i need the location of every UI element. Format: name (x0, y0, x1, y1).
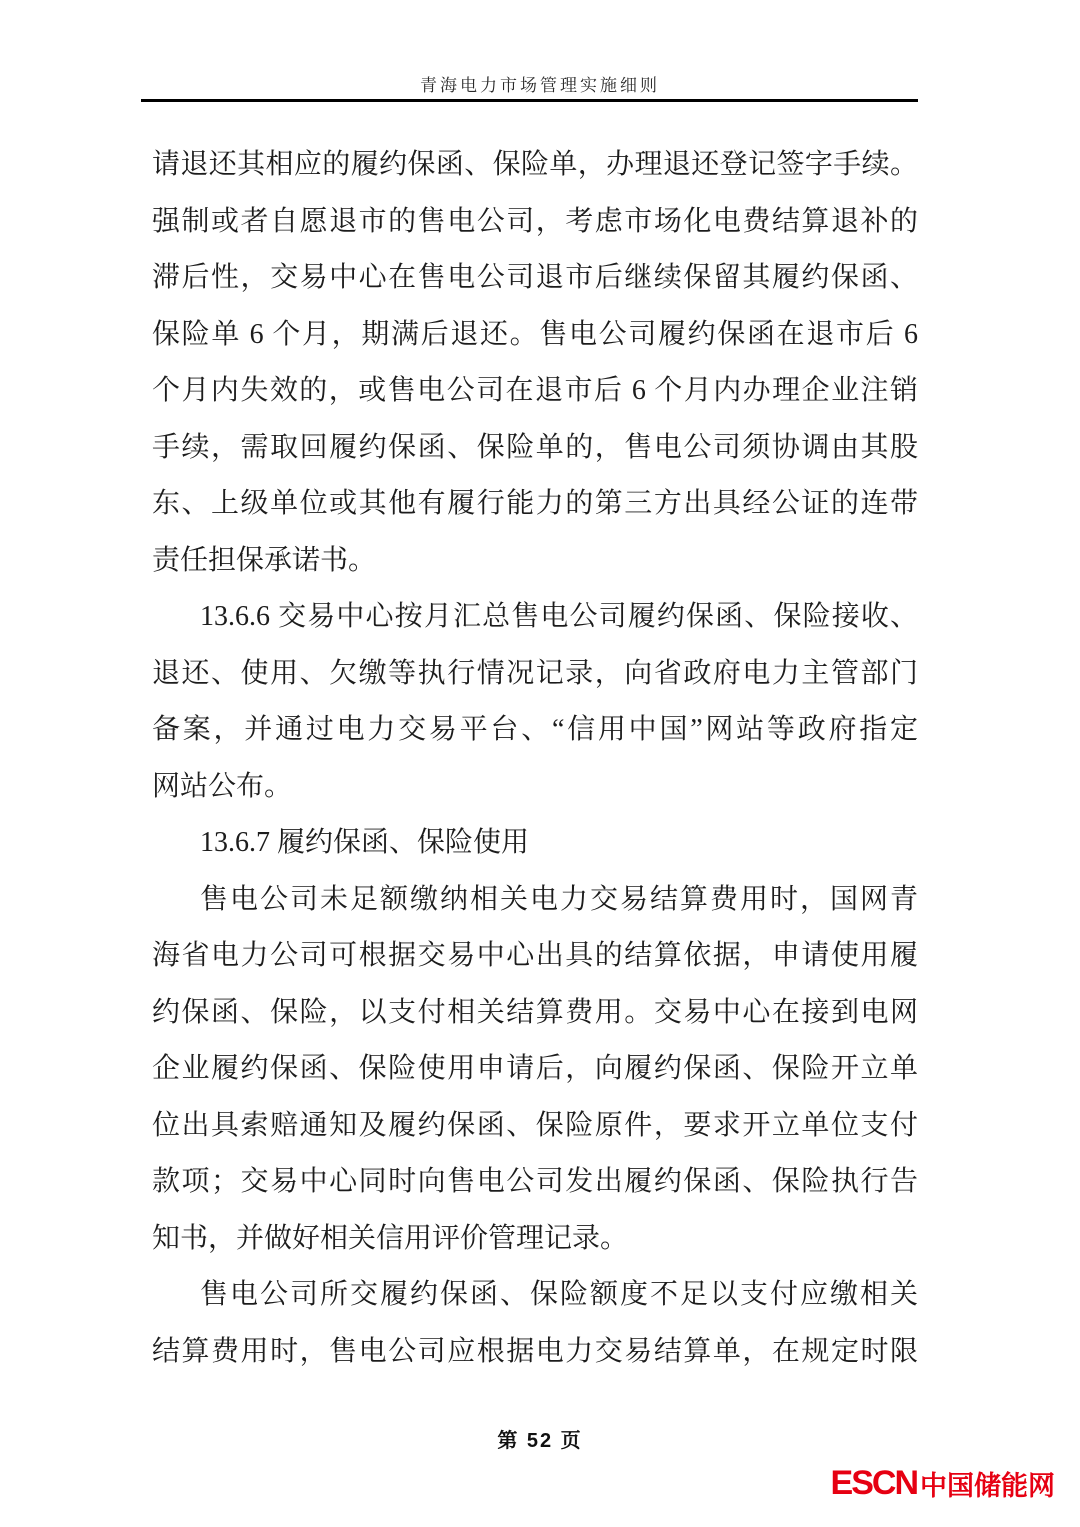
body-line: 海省电力公司可根据交易中心出具的结算依据，申请使用履 (152, 940, 918, 971)
page-number: 第 52 页 (497, 1430, 583, 1452)
body-line: 结算费用时，售电公司应根据电力交易结算单，在规定时限 (152, 1335, 918, 1367)
document-header-title: 青海电力市场管理实施细则 (420, 76, 660, 95)
body-line: 约保函、保险，以支付相关结算费用。交易中心在接到电网 (152, 996, 918, 1028)
body-line: 责任担保承诺书。 (152, 544, 377, 576)
body-line: 滞后性，交易中心在售电公司退市后继续保留其履约保函、 (152, 262, 918, 293)
body-line: 保险单 6 个月，期满后退还。售电公司履约保函在退市后 6 (152, 318, 918, 350)
header-divider (141, 99, 918, 102)
body-line-section-13-6-6: 13.6.6 交易中心按月汇总售电公司履约保函、保险接收、 (200, 601, 918, 632)
body-line: 个月内失效的，或售电公司在退市后 6 个月内办理企业注销 (152, 375, 918, 406)
body-line: 款项；交易中心同时向售电公司发出履约保函、保险执行告 (152, 1166, 918, 1197)
body-line: 手续，需取回履约保函、保险单的，售电公司须协调由其股 (152, 431, 918, 463)
body-line: 备案，并通过电力交易平台、“信用中国”网站等政府指定 (152, 714, 918, 745)
body-line: 东、上级单位或其他有履行能力的第三方出具经公证的连带 (152, 488, 918, 519)
escn-logo-latin-text: ESCN (830, 1464, 917, 1502)
body-line: 请退还其相应的履约保函、保险单，办理退还登记签字手续。 (152, 149, 918, 180)
body-line: 售电公司未足额缴纳相关电力交易结算费用时，国网青 (200, 883, 918, 915)
body-line: 强制或者自愿退市的售电公司，考虑市场化电费结算退补的 (152, 205, 918, 237)
body-line: 位出具索赔通知及履约保函、保险原件，要求开立单位支付 (152, 1109, 918, 1141)
body-line: 企业履约保函、保险使用申请后，向履约保函、保险开立单 (152, 1053, 918, 1084)
escn-logo (831, 1464, 1055, 1503)
body-line: 退还、使用、欠缴等执行情况记录，向省政府电力主管部门 (152, 657, 918, 689)
body-line: 售电公司所交履约保函、保险额度不足以支付应缴相关 (200, 1279, 918, 1310)
document-body (152, 137, 918, 1380)
body-line-section-13-6-7: 13.6.7 履约保函、保险使用 (200, 827, 530, 858)
escn-logo-chinese-text: 中国储能网 (920, 1471, 1055, 1501)
body-line: 知书，并做好相关信用评价管理记录。 (152, 1222, 629, 1254)
body-line: 网站公布。 (152, 770, 293, 802)
